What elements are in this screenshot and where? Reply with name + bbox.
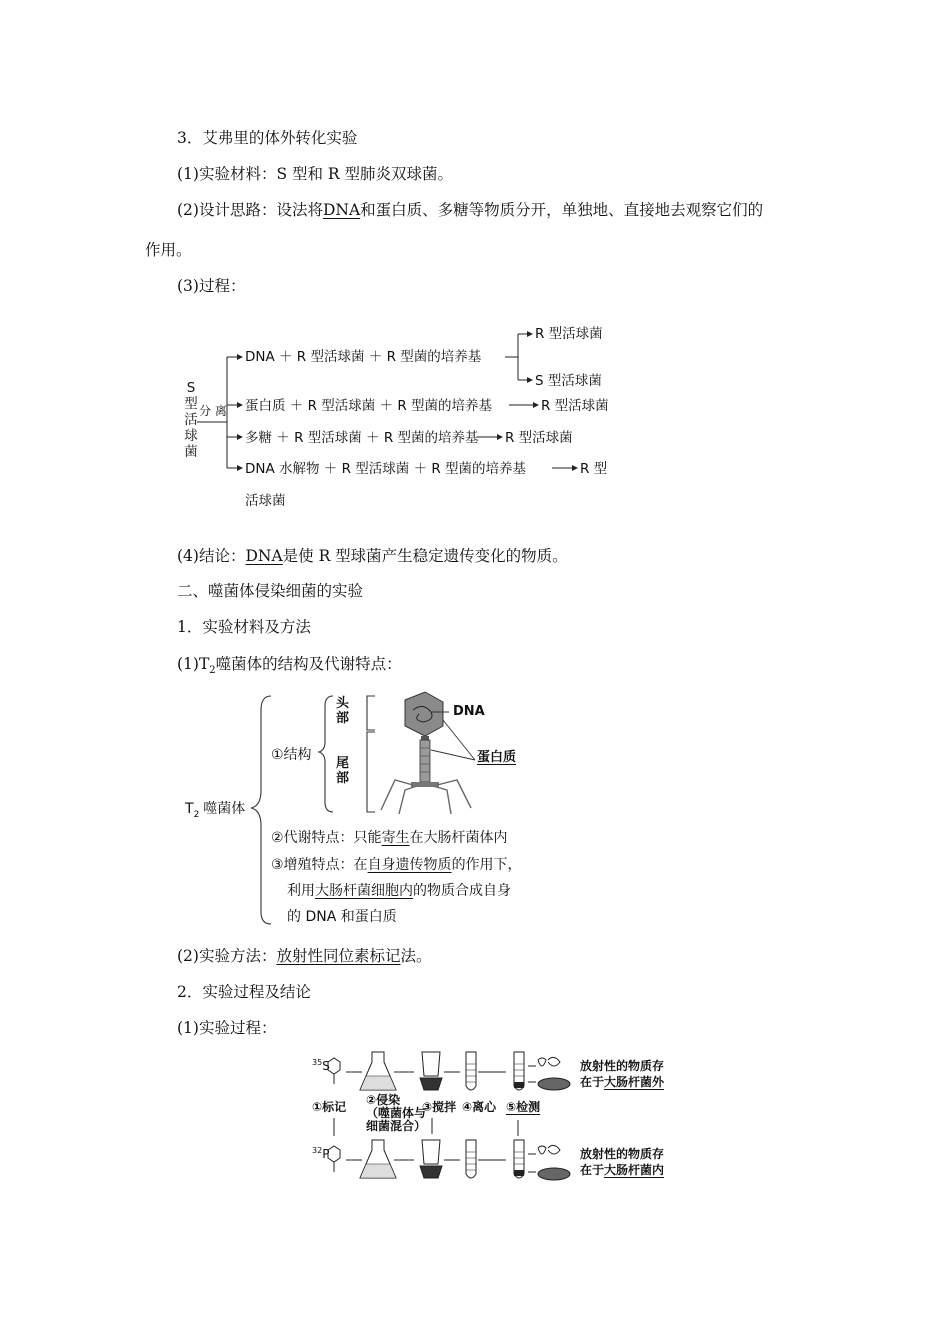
infect-line-b: 细菌混合） xyxy=(366,1119,427,1133)
tail-char: 尾 xyxy=(336,756,350,771)
s35-el: S xyxy=(322,1059,330,1073)
row-dna-out-r: R 型活球菌 xyxy=(535,326,603,342)
res2-underline: 大肠杆菌内 xyxy=(604,1163,665,1177)
repro-suffix: 的作用下， xyxy=(451,857,522,873)
subsection-materials-methods: 1．实验材料及方法 xyxy=(177,618,311,636)
t2-prefix: (1)T xyxy=(177,655,210,673)
experiment-process-figure xyxy=(310,1050,690,1190)
left-char: S xyxy=(186,380,196,396)
res2-line-a: 放射性的物质存 xyxy=(580,1147,665,1161)
transformation-flow-diagram xyxy=(175,320,635,520)
repro-underline: 自身遗传物质 xyxy=(367,857,452,873)
dna-label: DNA xyxy=(453,704,485,719)
section-title-phage: 二、噬菌体侵染细菌的实验 xyxy=(177,582,364,600)
repro2-underline: 大肠杆菌细胞内 xyxy=(315,883,413,899)
separate-label: 分 离 xyxy=(199,404,227,418)
paragraph-conclusion xyxy=(177,546,568,566)
tail-label xyxy=(336,756,349,786)
head-char: 部 xyxy=(336,711,350,726)
metabolism-suffix: 在大肠杆菌体内 xyxy=(409,830,508,846)
paragraph-t2-structure xyxy=(177,654,402,681)
t2-subscript: 2 xyxy=(209,665,216,677)
row-polysaccharide: 多糖 ＋ R 型活球菌 ＋ R 型菌的培养基 xyxy=(245,430,479,446)
row-protein-out: R 型活球菌 xyxy=(541,398,609,414)
metabolism-line xyxy=(271,829,508,847)
t2-phage-label xyxy=(185,800,245,824)
left-char: 球 xyxy=(184,428,198,444)
t2-suffix: 噬菌体的结构及代谢特点： xyxy=(215,655,402,673)
row-dna-hydrolysate-out: R 型 xyxy=(580,461,608,477)
method-suffix: 法。 xyxy=(400,947,432,965)
head-char: 头 xyxy=(336,696,350,711)
paragraph-method xyxy=(177,946,432,966)
conclusion-prefix: (4)结论： xyxy=(177,547,246,565)
res1-underline: 大肠杆菌外 xyxy=(604,1075,665,1089)
p32-label xyxy=(312,1142,329,1163)
t2-name-post: 噬菌体 xyxy=(203,801,246,817)
infect-line: ②侵染 xyxy=(366,1093,401,1107)
s-type-bacteria-label xyxy=(184,380,198,460)
subsection-process-conclusion: 2．实验过程及结论 xyxy=(177,983,311,1001)
step-label-detect xyxy=(506,1098,540,1116)
method-underline: 放射性同位素标记 xyxy=(276,947,401,965)
step-label-mark: ①标记 xyxy=(312,1100,347,1114)
row-dna-hydrolysate-out-cont: 活球菌 xyxy=(245,493,286,509)
design-prefix: (2)设计思路：设法将 xyxy=(177,201,323,219)
detect-text: ⑤检测 xyxy=(506,1100,541,1114)
result-row-2 xyxy=(580,1146,664,1178)
step-label-centrifuge: ④离心 xyxy=(462,1100,497,1114)
paragraph-materials: (1)实验材料：S 型和 R 型肺炎双球菌。 xyxy=(177,165,454,183)
t2-phage-diagram xyxy=(185,690,565,930)
paragraph-design xyxy=(177,200,763,220)
res1-line-a: 放射性的物质存 xyxy=(580,1059,665,1073)
tail-char: 部 xyxy=(336,771,350,786)
result-row-1 xyxy=(580,1058,664,1090)
paragraph-design-cont: 作用。 xyxy=(145,241,192,259)
conclusion-suffix: 是使 R 型球菌产生稳定遗传变化的物质。 xyxy=(282,547,568,565)
left-char: 活 xyxy=(184,412,198,428)
row-polysaccharide-out: R 型活球菌 xyxy=(505,430,573,446)
p32-iso: 32 xyxy=(312,1146,323,1155)
design-suffix: 和蛋白质、多糖等物质分开，单独地、直接地去观察它们的 xyxy=(360,201,764,219)
row-dna: DNA ＋ R 型活球菌 ＋ R 型菌的培养基 xyxy=(245,349,482,365)
row-dna-out-s: S 型活球菌 xyxy=(535,373,602,389)
metabolism-prefix: ②代谢特点：只能 xyxy=(271,830,382,846)
conclusion-underline-dna: DNA xyxy=(245,547,283,565)
protein-label xyxy=(477,749,516,767)
reproduction-line-3: 的 DNA 和蛋白质 xyxy=(287,909,397,925)
paragraph-experiment-process: (1)实验过程： xyxy=(177,1019,277,1037)
paragraph-process: (3)过程： xyxy=(177,277,246,295)
step-label-infect xyxy=(366,1094,426,1133)
left-char: 菌 xyxy=(184,444,198,460)
repro2-suffix: 的物质合成自身 xyxy=(413,883,511,899)
reproduction-line-2 xyxy=(287,882,511,900)
section-title-aifeili: 3．艾弗里的体外转化实验 xyxy=(177,129,358,147)
row-protein: 蛋白质 ＋ R 型活球菌 ＋ R 型菌的培养基 xyxy=(245,398,493,414)
t2-name-sub: 2 xyxy=(193,809,200,820)
structure-label: ①结构 xyxy=(271,747,312,763)
s35-iso: 35 xyxy=(312,1058,323,1067)
row-dna-hydrolysate: DNA 水解物 ＋ R 型活球菌 ＋ R 型菌的培养基 xyxy=(245,461,527,477)
left-char: 型 xyxy=(184,396,198,412)
p32-el: P xyxy=(322,1147,330,1161)
repro2-prefix: 利用 xyxy=(287,883,315,899)
phage-head-shape xyxy=(405,692,443,736)
method-prefix: (2)实验方法： xyxy=(177,947,277,965)
reproduction-line-1 xyxy=(271,856,522,874)
res2-prefix: 在于 xyxy=(580,1163,605,1177)
head-label xyxy=(336,696,349,726)
protein-text: 蛋白质 xyxy=(477,750,517,765)
infect-line-a: （噬菌体与 xyxy=(366,1106,427,1120)
res1-prefix: 在于 xyxy=(580,1075,605,1089)
metabolism-underline: 寄生 xyxy=(381,830,410,846)
s35-label xyxy=(312,1054,330,1075)
step-label-stir: ③搅拌 xyxy=(422,1100,457,1114)
design-underline-dna: DNA xyxy=(322,201,361,219)
t2-name: T xyxy=(185,801,194,817)
repro-prefix: ③增殖特点：在 xyxy=(271,857,368,873)
